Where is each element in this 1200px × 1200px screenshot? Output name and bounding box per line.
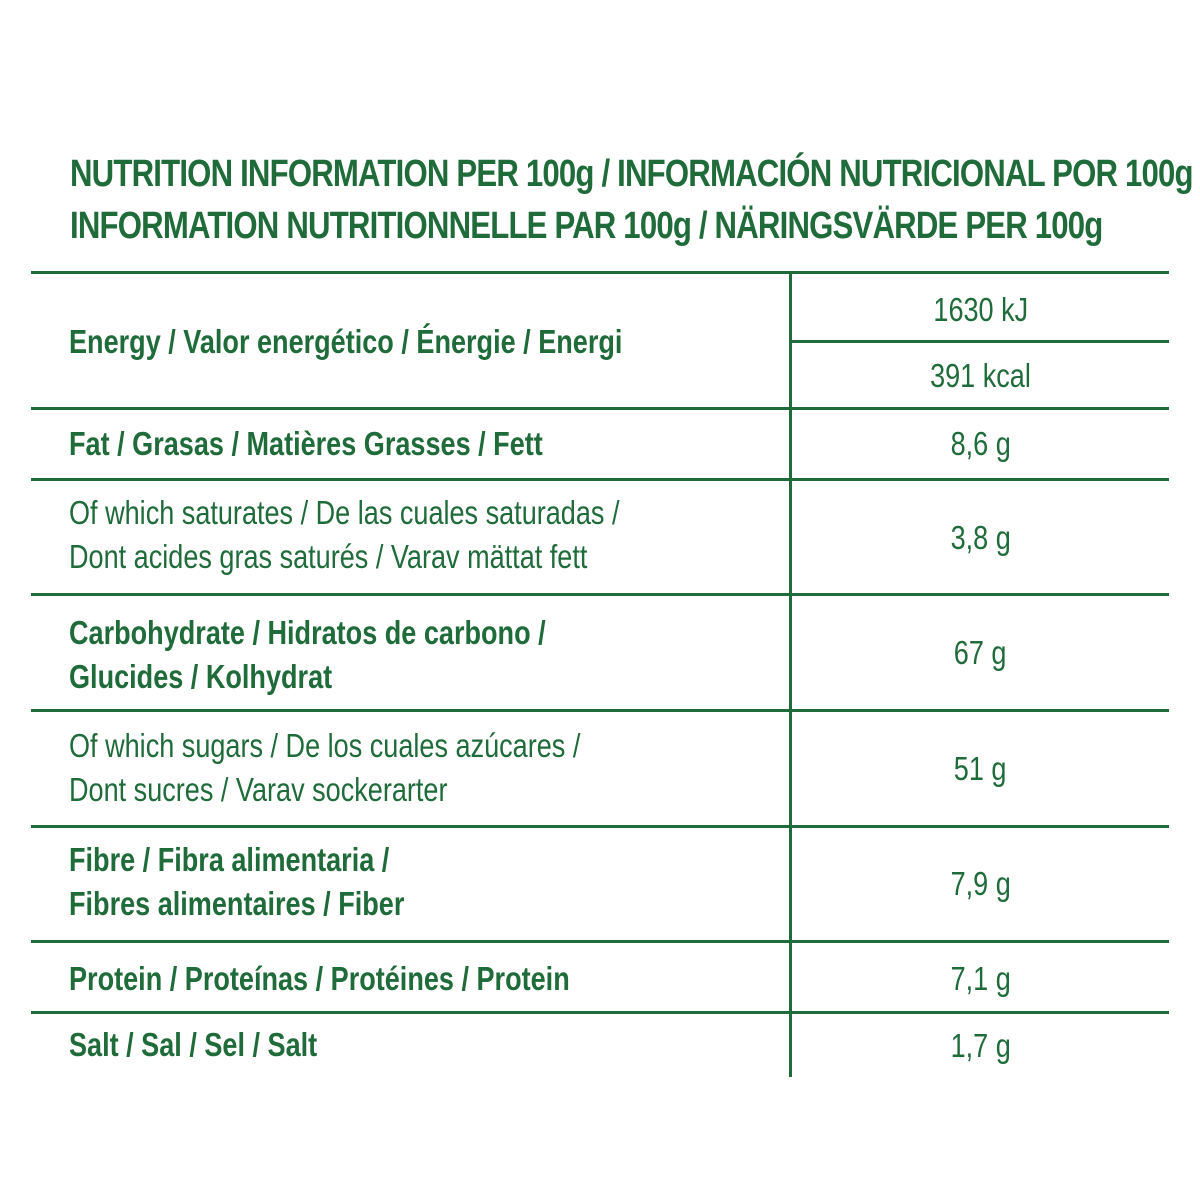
sugars-value: 51 g xyxy=(954,750,1007,787)
fibre-label-line-2: Fibres alimentaires / Fiber xyxy=(69,885,405,922)
carbohydrate-label-line-1: Carbohydrate / Hidratos de carbono / xyxy=(69,614,546,651)
protein-value: 7,1 g xyxy=(950,960,1011,997)
saturates-label xyxy=(69,491,619,579)
carbohydrate-label-line-2: Glucides / Kolhydrat xyxy=(69,658,333,695)
fat-label: Fat / Grasas / Matières Grasses / Fett xyxy=(69,425,543,462)
table-top-rule xyxy=(31,271,1169,274)
row-divider xyxy=(31,940,1169,943)
nutrition-table-title xyxy=(70,148,1193,252)
fat-value: 8,6 g xyxy=(950,425,1011,462)
title-line-2: INFORMATION NUTRITIONNELLE PAR 100g / NÄRINGSVÄRDE PER 100g xyxy=(70,205,1103,247)
fibre-value: 7,9 g xyxy=(950,865,1011,902)
row-divider xyxy=(31,709,1169,712)
saturates-label-line-2: Dont acides gras saturés / Varav mättat fett xyxy=(69,538,588,575)
row-divider xyxy=(31,478,1169,481)
sugars-label xyxy=(69,724,580,812)
salt-value: 1,7 g xyxy=(950,1027,1011,1064)
carbohydrate-value: 67 g xyxy=(954,634,1007,671)
sugars-label-line-1: Of which sugars / De los cuales azúcares / xyxy=(69,727,581,764)
salt-label: Salt / Sal / Sel / Salt xyxy=(69,1026,318,1063)
carbohydrate-label xyxy=(69,611,546,699)
row-divider xyxy=(31,407,1169,410)
row-divider xyxy=(31,825,1169,828)
energy-kcal-value: 391 kcal xyxy=(930,357,1031,394)
energy-unit-divider xyxy=(789,340,1169,343)
saturates-value: 3,8 g xyxy=(950,519,1011,556)
row-divider xyxy=(31,593,1169,596)
saturates-label-line-1: Of which saturates / De las cuales saturadas / xyxy=(69,494,620,531)
sugars-label-line-2: Dont sucres / Varav sockerarter xyxy=(69,771,448,808)
title-line-1: NUTRITION INFORMATION PER 100g / INFORMACIÓN NUTRICIONAL POR 100g xyxy=(70,153,1193,195)
protein-label: Protein / Proteínas / Protéines / Protein xyxy=(69,960,570,997)
fibre-label xyxy=(69,838,404,926)
row-divider xyxy=(31,1011,1169,1014)
energy-label: Energy / Valor energético / Énergie / Energi xyxy=(69,323,623,360)
energy-kj-value: 1630 kJ xyxy=(933,291,1028,328)
fibre-label-line-1: Fibre / Fibra alimentaria / xyxy=(69,841,390,878)
